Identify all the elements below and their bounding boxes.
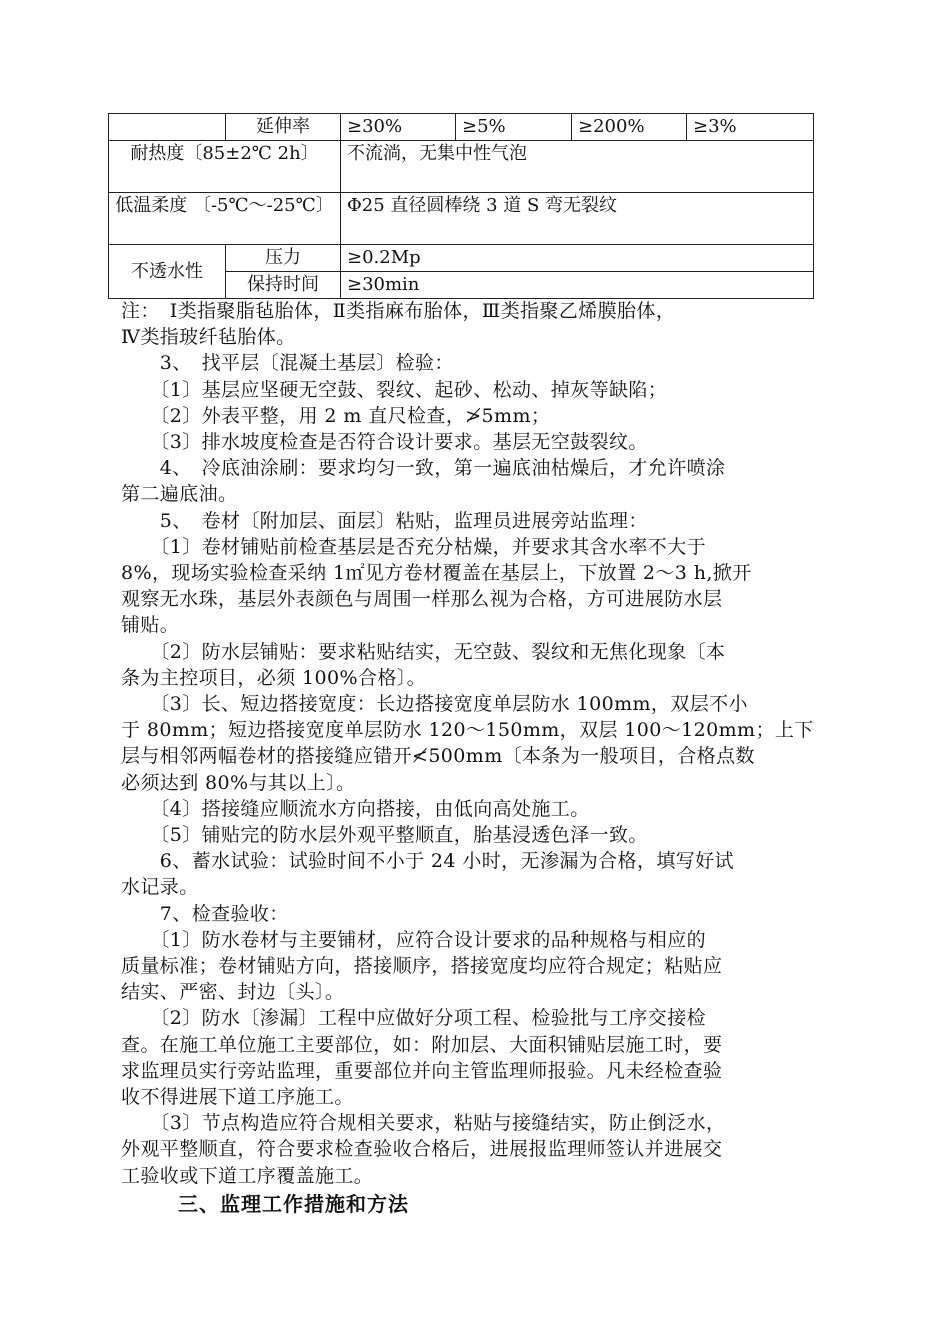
text-line: 外观平整顺直，符合要求检查验收合格后，进展报监理师签认并进展交 (121, 1138, 723, 1161)
text-line: 4、 冷底油涂刷：要求均匀一致，第一遍底油枯燥后，才允许喷涂 (121, 457, 726, 480)
text-line: 于 80mm；短边搭接宽度单层防水 120～150mm，双层 100～120mm；上下 (121, 719, 814, 742)
text-line: 6、蓄水试验：试验时间不小于 24 小时，无渗漏为合格，填写好试 (121, 850, 734, 873)
low-temp-flex-value: Φ25 直径圆棒绕 3 道 S 弯无裂纹 (341, 193, 814, 245)
pressure-value: ≥0.2Mp (341, 245, 814, 272)
heat-resistance-label: 耐热度〔85±2℃ 2h〕 (109, 141, 341, 193)
text-line: 铺贴。 (121, 614, 180, 637)
elongation-type3: ≥200% (572, 114, 687, 141)
elongation-type4: ≥3% (687, 114, 814, 141)
text-line: Ⅳ类指玻纤毡胎体。 (121, 326, 296, 349)
text-line: 〔4〕搭接缝应顺流水方向搭接，由低向高处施工。 (121, 797, 590, 820)
empty-cell (109, 114, 226, 141)
section-heading: 三、监理工作措施和方法 (178, 1191, 409, 1216)
text-line: 〔1〕防水卷材与主要铺材，应符合设计要求的品种规格与相应的 (121, 928, 706, 951)
text-line: 水记录。 (121, 876, 199, 899)
text-line: 〔5〕铺贴完的防水层外观平整顺直，胎基浸透色泽一致。 (121, 824, 648, 846)
text-line: 收不得进展下道工序施工。 (121, 1086, 354, 1108)
text-line: 层与相邻两幅卷材的搭接缝应错开≮500mm〔本条为一般项目，合格点数 (121, 745, 755, 768)
text-line: 5、 卷材〔附加层、面层〕粘贴，监理员进展旁站监理： (121, 509, 648, 532)
text-line: 〔3〕节点构造应符合规相关要求，粘贴与接缝结实，防止倒泛水， (121, 1112, 726, 1135)
row-pressure (109, 245, 814, 272)
hold-time-label: 保持时间 (226, 272, 341, 299)
text-line: 查。在施工单位施工主要部位，如：附加层、大面积铺贴层施工时，要 (121, 1033, 723, 1056)
spec-table (108, 113, 814, 299)
text-line: 条为主控项目，必须 100%合格〕。 (121, 666, 427, 689)
text-line: 必须达到 80%与其以上〕。 (121, 771, 356, 794)
row-heat-resistance (109, 141, 814, 193)
heat-resistance-value: 不流淌，无集中性气泡 (341, 141, 814, 193)
text-line: 工验收或下道工序覆盖施工。 (121, 1164, 374, 1187)
impermeability-label: 不透水性 (109, 245, 226, 299)
low-temp-flex-label: 低温柔度 〔-5℃～-25℃〕 (109, 193, 341, 245)
text-line: 8%，现场实验检查采纳 1㎡见方卷材覆盖在基层上，下放置 2～3 h,掀开 (121, 562, 752, 584)
hold-time-value: ≥30min (341, 272, 814, 299)
text-line: 〔1〕基层应坚硬无空鼓、裂纹、起砂、松动、掉灰等缺陷； (121, 378, 668, 401)
text-line: 〔2〕外表平整，用 2 m 直尺检查，≯5mm； (121, 404, 551, 427)
elongation-label: 延伸率 (226, 114, 341, 141)
elongation-type2: ≥5% (456, 114, 572, 141)
text-line: 〔3〕长、短边搭接宽度：长边搭接宽度单层防水 100mm，双层不小 (121, 693, 748, 715)
elongation-type1: ≥30% (341, 114, 456, 141)
pressure-label: 压力 (226, 245, 341, 272)
text-line: 观察无水珠，基层外表颜色与周围一样那么视为合格，方可进展防水层 (121, 588, 723, 611)
text-line: 〔2〕防水层铺贴：要求粘贴结实，无空鼓、裂纹和无焦化现象〔本 (121, 640, 726, 663)
text-line: 3、 找平层〔混凝土基层〕检验： (121, 352, 454, 375)
text-line: 第二遍底油。 (121, 483, 238, 506)
text-line: 〔1〕卷材铺贴前检查基层是否充分枯燥，并要求其含水率不大于 (121, 535, 706, 558)
text-line: 7、检查验收： (121, 902, 289, 925)
text-line: 求监理员实行旁站监理，重要部位并向主管监理师报验。凡未经检查验 (121, 1059, 723, 1082)
text-line: 〔3〕排水坡度检查是否符合设计要求。基层无空鼓裂纹。 (121, 431, 648, 453)
text-line: 结实、严密、封边〔头〕。 (121, 981, 345, 1004)
row-elongation (109, 114, 814, 141)
text-line: 注： Ⅰ类指聚脂毡胎体，Ⅱ类指麻布胎体，Ⅲ类指聚乙烯膜胎体， (121, 300, 676, 322)
text-line: 质量标准；卷材铺贴方向，搭接顺序，搭接宽度均应符合规定；粘贴应 (121, 955, 723, 977)
row-low-temp-flex (109, 193, 814, 245)
text-line: 〔2〕防水〔渗漏〕工程中应做好分项工程、检验批与工序交接检 (121, 1007, 706, 1030)
